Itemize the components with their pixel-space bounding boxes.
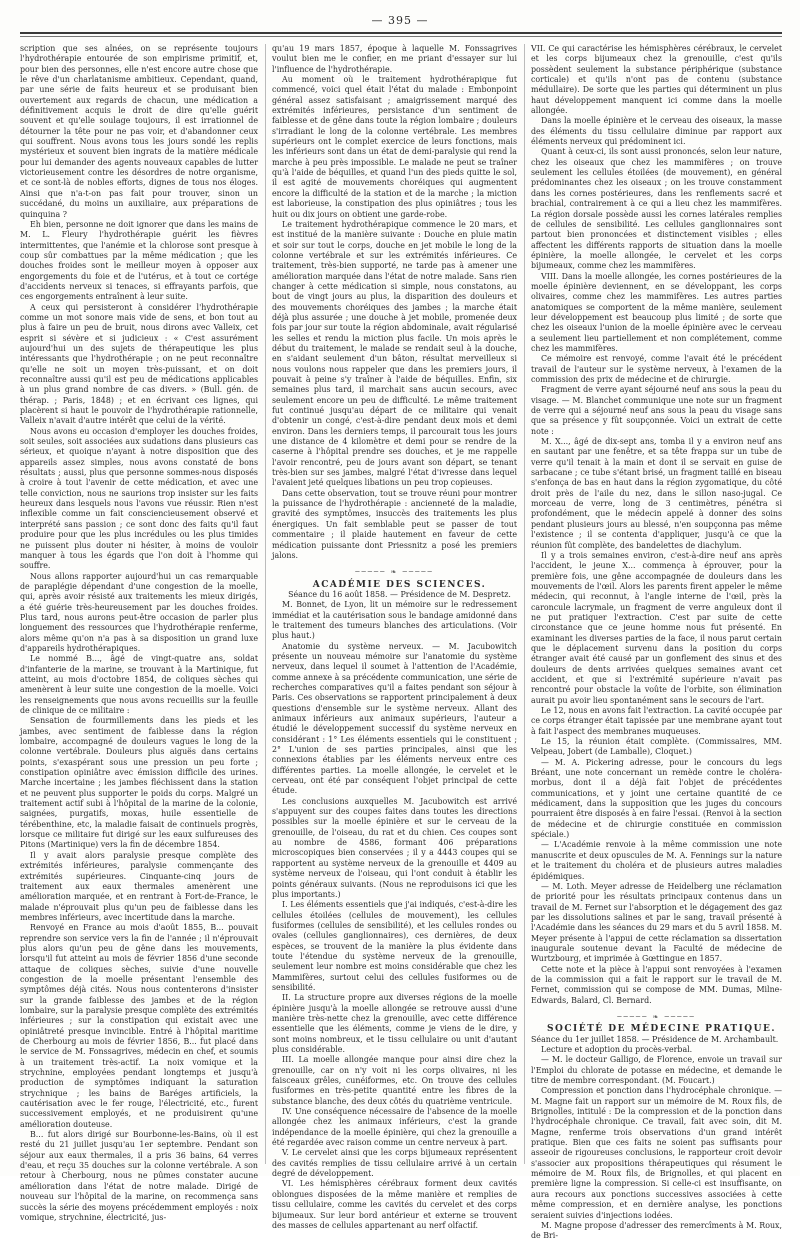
paragraph: — L'Académie renvoie à la même commission une note manuscrite et deux opuscules de M. A. Fennings sur la nature et le traitement du choléra et de plusieurs autres maladies épidémiques. — [531, 840, 782, 881]
paragraph: VI. Les hémisphères cérébraux forment deux cavités oblongues disposées de la même manière et remplies de tissu cellulaire, comme les cavités du cervelet et des corps bijumeaux. Sur leur bord antérieur et externe se trouvent des masses de cellules appartenant au nerf olfactif. — [272, 1179, 517, 1230]
paragraph: Dans la moelle épinière et le cerveau des oiseaux, la masse des éléments du tissu cellulaire diminue par rapport aux éléments nerveux qui prédominent ici. — [531, 116, 782, 147]
section-title-academie: ACADÉMIE DES SCIENCES. — [312, 579, 487, 590]
section-ornament: ───── ❧ ───── — [355, 568, 434, 577]
paragraph: Il y a trois semaines environ, c'est-à-dire neuf ans après l'accident, le jeune X... commença à éprouver, pour la première fois, une gêne accompagnée de douleurs dans les mouvements de l'œil. Alors les parents firent appeler le même médecin, qui reconnut, à l'angle interne de l'œil, près la caroncule lacrymale, un fragment de verre anguleux dont il ne put pratiquer l'extraction. C'est par suite de cette circonstance que ce jeune homme nous fut présenté. En examinant les diverses parties de la face, il nous parut certain que le déplacement survenu dans la position du corps étranger avait été causé par un gonflement des sinus et des douleurs de dents arrivées quelques semaines avant cet accident, et que si l'extrémité supérieure n'avait pas rencontré pour obstacle la voûte de l'orbite, son élimination aurait pu avoir lieu spontanément sans le secours de l'art. — [531, 550, 782, 705]
paragraph: — M. Loth. Meyer adresse de Heidelberg une réclamation de priorité pour les résultats principaux contenus dans un travail de M. Fernet sur l'absorption et le dégagement des gaz par les dissolutions salines et par le sang, travail présenté à l'Académie dans les séances du 29 mars et du 5 avril 1858. M. Meyer présente à l'appui de cette réclamation sa dissertation inaugurale soutenue devant la Faculté de médecine de Wurtzbourg, et imprimée à Gœttingue en 1857. — [531, 881, 782, 964]
paragraph: I. Les éléments essentiels que j'ai indiqués, c'est-à-dire les cellules étoilées (cellules de mouvement), les cellules fusiformes (cellules de sensibilité), et les cellules rondes ou ovales (cellules ganglionnaires), ces dernières, de deux espèces, se trouvent de la manière la plus évidente dans toute l'étendue du système nerveux de la grenouille, seulement leur nombre est moins considérable que chez les Mammifères, surtout celui des cellules fusiformes ou de sensibilité. — [272, 900, 517, 992]
paragraph: Le 15, la réunion était complète. (Commissaires, MM. Velpeau, Jobert (de Lamballe), Cloquet.) — [531, 737, 782, 757]
column-separator — [524, 44, 525, 1164]
paragraph: Dans cette observation, tout se trouve réuni pour montrer la puissance de l'hydrothérapie : ancienneté de la maladie, gravité des symptômes, insuccès des traitements les plus énergiques. Un fait semblable peut se passer de tout commentaire ; il plaide hautement en faveur de cette médication puissante dont Priessnitz a posé les premiers jalons. — [272, 488, 517, 560]
header-rule-thin — [20, 36, 782, 37]
paragraph: VII. Ce qui caractérise les hémisphères cérébraux, le cervelet et les corps bijumeaux chez la grenouille, c'est qu'ils possèdent seulement la substance périphérique (substance corticale) et qu'ils n'ont pas de contenu (substance médullaire). De sorte que les parties qui déterminent un plus haut développement manquent ici comme dans la moelle allongée. — [531, 44, 782, 116]
paragraph: Cette note et la pièce à l'appui sont renvoyées à l'examen de la commission qui a fait le rapport sur le travail de M. Fernet, commission qui se compose de MM. Dumas, Milne-Edwards, Balard, Cl. Bernard. — [531, 964, 782, 1005]
paragraph: M. Bonnet, de Lyon, lit un mémoire sur le redressement immédiat et la cautérisation sous le bandage amidonné dans le traitement des tumeurs blanches des articulations. (Voir plus haut.) — [272, 600, 517, 641]
paragraph: Quant à ceux-ci, ils sont aussi prononcés, selon leur nature, chez les oiseaux que chez les mammifères ; on trouve seulement les cellules étoilées (de mouvement), en général prédominantes chez les oiseaux ; on les trouve constamment dans les cornes postérieures, dans les renflements sacré et brachial, contrairement à ce qui a lieu chez les mammifères. La région dorsale possède aussi les cornes latérales remplies de cellules de sensibilité. Les cellules ganglionnaires sont partout bien prononcées et distinctement visibles ; elles affectent les différents rapports de situation dans la moelle épinière, la moelle allongée, le cervelet et les corps bijumeaux, comme chez les mammifères. — [531, 147, 782, 271]
column-1 — [20, 44, 258, 1222]
paragraph: — M. le docteur Galligo, de Florence, envoie un travail sur l'Emploi du chlorate de potasse en médecine, et demande le titre de membre correspondant. (M. Foucart.) — [531, 1055, 782, 1086]
session-line: Séance du 16 août 1858. — Présidence de M. Despretz. — [288, 589, 511, 599]
column-2 — [272, 44, 517, 1230]
paragraph: Eh bien, personne ne doit ignorer que dans les mains de M. L. Fleury l'hydrothérapie guérit les fièvres intermittentes, que l'anémie et la chlorose sont presque à coup sûr combattues par la même médication ; que les douches froides sont le meilleur moyen à opposer aux engorgements du foie et de l'utérus, et à tout ce cortége d'accidents nerveux si tenaces, si effrayants parfois, que ces engorgements entraînent à leur suite. — [20, 219, 258, 302]
paragraph: Sensation de fourmillements dans les pieds et les jambes, avec sentiment de faiblesse dans la région lombaire, accompagné de douleurs vagues le long de la colonne vertébrale. Douleurs plus aiguës dans certains points, s'exaspérant sous une pression un peu forte ; constipation opiniâtre avec émission difficile des urines. Marche incertaine ; les jambes fléchissent dans la station et ne peuvent plus supporter le poids du corps. Malgré un traitement actif subi à l'hôpital de la marine de la colonie, saignées, purgatifs, moxas, huile essentielle de térébenthine, etc, la maladie faisait de continuels progrès, lorsque ce militaire fut dirigé sur les eaux sulfureuses des Pitons (Martinique) vers la fin de décembre 1854. — [20, 716, 258, 850]
paragraph: Les conclusions auxquelles M. Jacubowitch est arrivé s'appuyent sur des coupes faites dans toutes les directions possibles sur la moelle épinière et sur le cerveau de la grenouille, de l'oiseau, du rat et du chien. Ces coupes sont au nombre de 4586, formant 406 préparations microscopiques bien conservées ; il y a 4443 coupes qui se rapportent au système nerveux de la grenouille et 4409 au système nerveux de l'oiseau, qui l'ont conduit à établir les points généraux suivants. (Nous ne reproduisons ici que les plus importants.) — [272, 796, 517, 899]
session-line: Séance du 1er juillet 1858. — Présidence de M. Archambault. — [531, 1034, 779, 1044]
paragraph: Renvoyé en France au mois d'août 1855, B... pouvait reprendre son service vers la fin de l'année ; il n'éprouvait plus alors qu'un peu de gêne dans les mouvements, lorsqu'il fut atteint au mois de février 1856 d'une seconde attaque de coliques sèches, suivie d'une nouvelle congestion de la moelle présentant l'ensemble des symptômes déjà cités. Nous nous contenterons d'insister sur la grande faiblesse des jambes et de la région lombaire, sur la paralysie presque complète des extrémités inférieures ; sur la constipation qui existait avec une opiniâtreté presque invincible. Entré à l'hôpital maritime de Cherbourg au mois de février 1856, B... fut placé dans le service de M. Fonssagrives, médecin en chef, et soumis à un traitement très-actif. La noix vomique et la strychnine, employées pendant longtemps et jusqu'à production de symptômes indiquant la saturation strychnique ; les bains de Baréges artificiels, la cautérisation avec le fer rouge, l'électricité, etc., furent successivement employés, et ne produisirent qu'une amélioration douteuse. — [20, 923, 258, 1129]
paragraph: scription que ses aînées, on se représente toujours l'hydrothérapie entourée de son empirisme primitif, et, pour bien des personnes, elle n'est encore autre chose que le rêve d'un charlatanisme ambitieux. Cependant, quand, par une série de faits heureux et se produisant bien ouvertement aux regards de chacun, une médication a définitivement acquis le droit de dire qu'elle guérit souvent et qu'elle soulage toujours, il est irrationnel de détourner la tête pour ne pas voir, et d'abandonner ceux qui souffrent. Nous avons tous les jours sondé les replis mystérieux et souvent bien ingrats de la matière médicale pour lui demander des agents nouveaux capables de lutter victorieusement contre les désordres de notre organisme, et ce sont-là de nobles efforts, dignes de tous nos éloges. Ainsi que n'a-t-on pas fait pour trouver, sinon un succédané, du moins un auxiliaire, aux préparations de quinquina ? — [20, 44, 258, 219]
paragraph: qu'au 19 mars 1857, époque à laquelle M. Fonssagrives voulut bien me le confier, en me priant d'essayer sur lui l'influence de l'hydrothérapie. — [272, 44, 517, 74]
paragraph: V. Le cervelet ainsi que les corps bijumeaux représentent des cavités remplies de tissu cellulaire arrivé à un certain degré de développement. — [272, 1148, 517, 1179]
paragraph: Anatomie du système nerveux. — M. Jacubowitch présente un nouveau mémoire sur l'anatomie du système nerveux, dans lequel il soumet à l'attention de l'Académie, comme annexe à sa précédente communication, une série de recherches comparatives qu'il a faites pendant son séjour à Paris. Ces observations se rapportent principalement à deux questions d'ensemble sur le système nerveux. Allant des animaux inférieurs aux animaux supérieurs, l'auteur a étudié le développement successif du système nerveux en considérant : 1° Les éléments essentiels qui le constituent ; 2° L'union de ses parties principales, ainsi que les connexions établies par les éléments nerveux entre ces différentes parties. La moelle allongée, le cervelet et le cerveau, ont été par conséquent l'objet principal de cette étude. — [272, 641, 517, 796]
paragraph: III. La moelle allongée manque pour ainsi dire chez la grenouille, car on n'y voit ni les corps olivaires, ni les faisceaux grêles, cunéiformes, etc. On trouve des cellules fusiformes en très-petite quantité entre les fibres de la substance blanche, des deux côtés du quatrième ventricule. — [272, 1055, 517, 1106]
paragraph: Au moment où le traitement hydrothérapique fut commencé, voici quel était l'état du malade : Embonpoint général assez satisfaisant ; amaigrissement marqué des extrémités inférieures, persistance d'un sentiment de faiblesse et de gêne dans toute la région lombaire ; douleurs s'irradiant le long de la colonne vertébrale. Les membres supérieurs ont le complet exercice de leurs fonctions, mais les inférieurs sont dans un état de demi-paralysie qui rend la marche à peu près impossible. Le malade ne peut se traîner qu'à l'aide de béquilles, et quand l'un des pieds quitte le sol, il est agité de mouvements choréiques qui augmentent encore la difficulté de la station et de la marche ; la miction est laborieuse, la constipation des plus opiniâtres ; tous les huit ou dix jours on obtient une garde-robe. — [272, 75, 517, 219]
paragraph: IV. Une conséquence nécessaire de l'absence de la moelle allongée chez les animaux inférieurs, c'est la grande indépendance de la moelle épinière, qui chez la grenouille a été regardée avec raison comme un centre nerveux à part. — [272, 1107, 517, 1148]
paragraph: Compression et ponction dans l'hydrocéphale chronique. — M. Magne fait un rapport sur un mémoire de M. Roux fils, de Brignolles, intitulé : De la compression et de la ponction dans l'hydrocéphale chronique. Ce travail, fait avec soin, dit M. Magne, renferme trois observations d'un grand intérêt pratique. Bien que ces faits ne soient pas suffisants pour asseoir de rigoureuses conclusions, le rapporteur croit devoir s'associer aux propositions thérapeutiques qui résument le mémoire de M. Roux fils, de Brignolles, et qui placent en première ligne la compression. Si celle-ci est insuffisante, on aura recours aux ponctions successives associées à cette même compression, et en dernière analyse, les ponctions seraient suivies d'injections iodées. — [531, 1086, 782, 1220]
column-3 — [531, 44, 783, 1241]
column-separator — [265, 44, 266, 1164]
paragraph: Nous allons rapporter aujourd'hui un cas remarquable de paraplégie dépendant d'une congestion de la moelle, qui, après avoir résisté aux traitements les mieux dirigés, a été guérie très-heureusement par les douches froides. Plus tard, nous aurons peut-être occasion de parler plus longuement des ressources que l'hydrothérapie renferme, alors même qu'on n'a pas à sa disposition un grand luxe d'appareils hydrothérapiques. — [20, 571, 258, 653]
paragraph: Nous avons eu occasion d'employer les douches froides, soit seules, soit associées aux sudations dans plusieurs cas sérieux, et quoique n'ayant à notre disposition que des appareils assez simples, nous avons constaté de bons résultats ; aussi, plus que personne sommes-nous disposés à croire à tout l'avenir de cette médication, et avec une telle conviction, nous ne saurions trop insister sur les faits heureux dans lesquels nous l'avons vue réussir. Rien n'est inflexible comme un fait consciencieusement observé et interprété sans passion ; ce sont donc des faits qu'il faut produire pour que les plus incrédules ou les plus timides ne puissent plus douter ni hésiter, à moins de vouloir manquer à tous les égards que l'on doit à l'homme qui souffre. — [20, 426, 258, 571]
page-number: — 395 — — [371, 14, 429, 27]
paragraph: Le nommé B..., âgé de vingt-quatre ans, soldat d'infanterie de la marine, se trouvant à la Martinique, fut atteint, au mois d'octobre 1854, de coliques sèches qui amenèrent à leur suite une congestion de la moelle. Voici les renseignements que nous avons recueillis sur la feuille de clinique de ce militaire : — [20, 654, 258, 715]
paragraph: — M. A. Pickering adresse, pour le concours du legs Bréant, une note concernant un remède contre le choléra-morbus, dont il a déjà fait l'objet de précédentes communications, et y joint une certaine quantité de ce médicament, dans la supposition que les juges du concours pourraient être disposés à en faire l'essai. (Renvoi à la section de médecine et de chirurgie constituée en commission spéciale.) — [531, 757, 782, 840]
section-ornament: ───── ❧ ───── — [617, 1012, 696, 1021]
paragraph: M. X..., âgé de dix-sept ans, tomba il y a environ neuf ans en sautant par une fenêtre, et sa tête frappa sur un tube de verre qu'il tenait à la main et dont il se servait en guise de sarbacane ; ce tube s'étant brisé, un fragment taillé en biseau s'enfonça de bas en haut dans la région zygomatique, du côté droit près de l'aile du nez, dans le sillon naso-jugal. Ce morceau de verre, long de 3 centimètres, pénétra si profondément, que le médecin appelé à donner des soins pendant plusieurs jours au blessé, n'en soupçonna pas même l'existence ; il se contenta d'appliquer, jusqu'à ce que la réunion fût complète, des bandelettes de diachylum. — [531, 437, 782, 550]
paragraph: Il y avait alors paralysie presque complète des extrémités inférieures, paralysie commençante des extrémités supérieures. Cinquante-cinq jours de traitement aux eaux thermales amenèrent une amélioration marquée, et en rentrant à Fort-de-France, le malade n'éprouvait plus qu'un peu de faiblesse dans les membres inférieurs, avec incertitude dans la marche. — [20, 850, 258, 922]
paragraph: II. La structure propre aux diverses régions de la moelle épinière jusqu'à la moelle allongée se retrouve aussi d'une manière très-nette chez la grenouille, avec cette différence essentielle que les éléments, comme je viens de le dire, y sont moins nombreux, et le tissu cellulaire ou unit d'autant plus considérable. — [272, 993, 517, 1054]
paragraph: Le traitement hydrothérapique commence le 20 mars, et est institué de la manière suivante : Douche en pluie matin et soir sur tout le corps, douche en jet mobile le long de la colonne vertébrale et sur les extrémités inférieures. Ce traitement, très-bien supporté, ne tarde pas à amener une amélioration marquée dans l'état de notre malade. Sans rien changer à cette médication si simple, nous constatons, au bout de vingt jours au plus, la disparition des douleurs et des mouvements choréiques des jambes ; la marche était déjà plus assurée ; une douche à jet mobile, promenée deux fois par jour sur toute la région abdominale, avait régularisé les selles et rendu la miction plus facile. Un mois après le début du traitement, le malade se rendait seul à la douche, en s'aidant seulement d'un bâton, résultat merveilleux si nous voulons nous rappeler que dans les premiers jours, il pouvait à peine s'y traîner à l'aide de béquilles. Enfin, six semaines plus tard, il marchait sans aucun secours, avec seulement encore un peu de difficulté. Le même traitement fut continué jusqu'au départ de ce militaire qui venait d'obtenir un congé, c'est-à-dire pendant deux mois et demi environ. Dans les derniers temps, il parcourait tous les jours une distance de 4 kilomètre et demi pour se rendre de la caserne à l'hôpital prendre ses douches, et je me rappelle l'avoir rencontré, peu de jours avant son départ, se tenant très-bien sur ses jambes, malgré l'état d'ivresse dans lequel l'avaient jeté quelques libations un peu trop copieuses. — [272, 219, 517, 488]
paragraph: M. Magne propose d'adresser des remercîments à M. Roux, de Bri- — [531, 1220, 782, 1241]
paragraph: Ce mémoire est renvoyé, comme l'avait été le précédent travail de l'auteur sur le système nerveux, à l'examen de la commission des prix de médecine et de chirurgie. — [531, 354, 782, 384]
paragraph: Fragment de verre ayant séjourné neuf ans sous la peau du visage. — M. Blanchet communique une note sur un fragment de verre qui a séjourné neuf ans sous la peau du visage sans que sa présence y fût soupçonnée. Voici un extrait de cette note : — [531, 385, 782, 436]
paragraph: B... fut alors dirigé sur Bourbonne-les-Bains, où il est resté du 21 juillet jusqu'au 1er septembre. Pendant son séjour aux eaux thermales, il a pris 36 bains, 64 verres d'eau, et reçu 35 douches sur la colonne vertébrale. A son retour à Cherbourg, nous ne pûmes constater aucune amélioration dans l'état de notre malade. Dirigé de nouveau sur l'hôpital de la marine, on recommença sans succès la série des moyens précédemment employés : noix vomique, strychnine, électricité, jus- — [20, 1130, 258, 1222]
paragraph: VIII. Dans la moelle allongée, les cornes postérieures de la moelle épinière deviennent, en se développant, les corps olivaires, comme chez les mammifères. Les autres parties anatomiques se comportent de la même manière, seulement leur développement est beaucoup plus limité ; de sorte que chez les oiseaux l'union de la moelle épinière avec le cerveau a seulement lieu partiellement et non complétement, comme chez les mammifères. — [531, 271, 782, 353]
paragraph: Lecture et adoption du procès-verbal. — [541, 1045, 693, 1054]
paragraph: Le 12, nous en avons fait l'extraction. La cavité occupée par ce corps étranger était tapissée par une membrane ayant tout à fait l'aspect des membranes muqueuses. — [531, 706, 783, 736]
header-rule — [20, 32, 782, 34]
section-title-societe: SOCIÉTÉ DE MÉDECINE PRATIQUE. — [547, 1024, 776, 1035]
paragraph: A ceux qui persisteront à considérer l'hydrothérapie comme un mot sonore mais vide de sens, et bon tout au plus à faire un peu de bruit, nous dirons avec Valleix, cet esprit si sévère et si judicieux : « C'est assurément aujourd'hui un des sujets de thérapeutique les plus intéressants que l'hydrothérapie ; on ne peut reconnaître qu'elle ne soit un moyen très-puissant, et on doit reconnaître aussi qu'il est peu de médications applicables à un plus grand nombre de cas divers. » (Bull. gén. de thérap. ; Paris, 1848) ; et en écrivant ces lignes, qui placèrent si haut le pouvoir de l'hydrothérapie rationnelle, Valleix n'avait d'autre intérêt que celui de la vérité. — [20, 302, 258, 426]
